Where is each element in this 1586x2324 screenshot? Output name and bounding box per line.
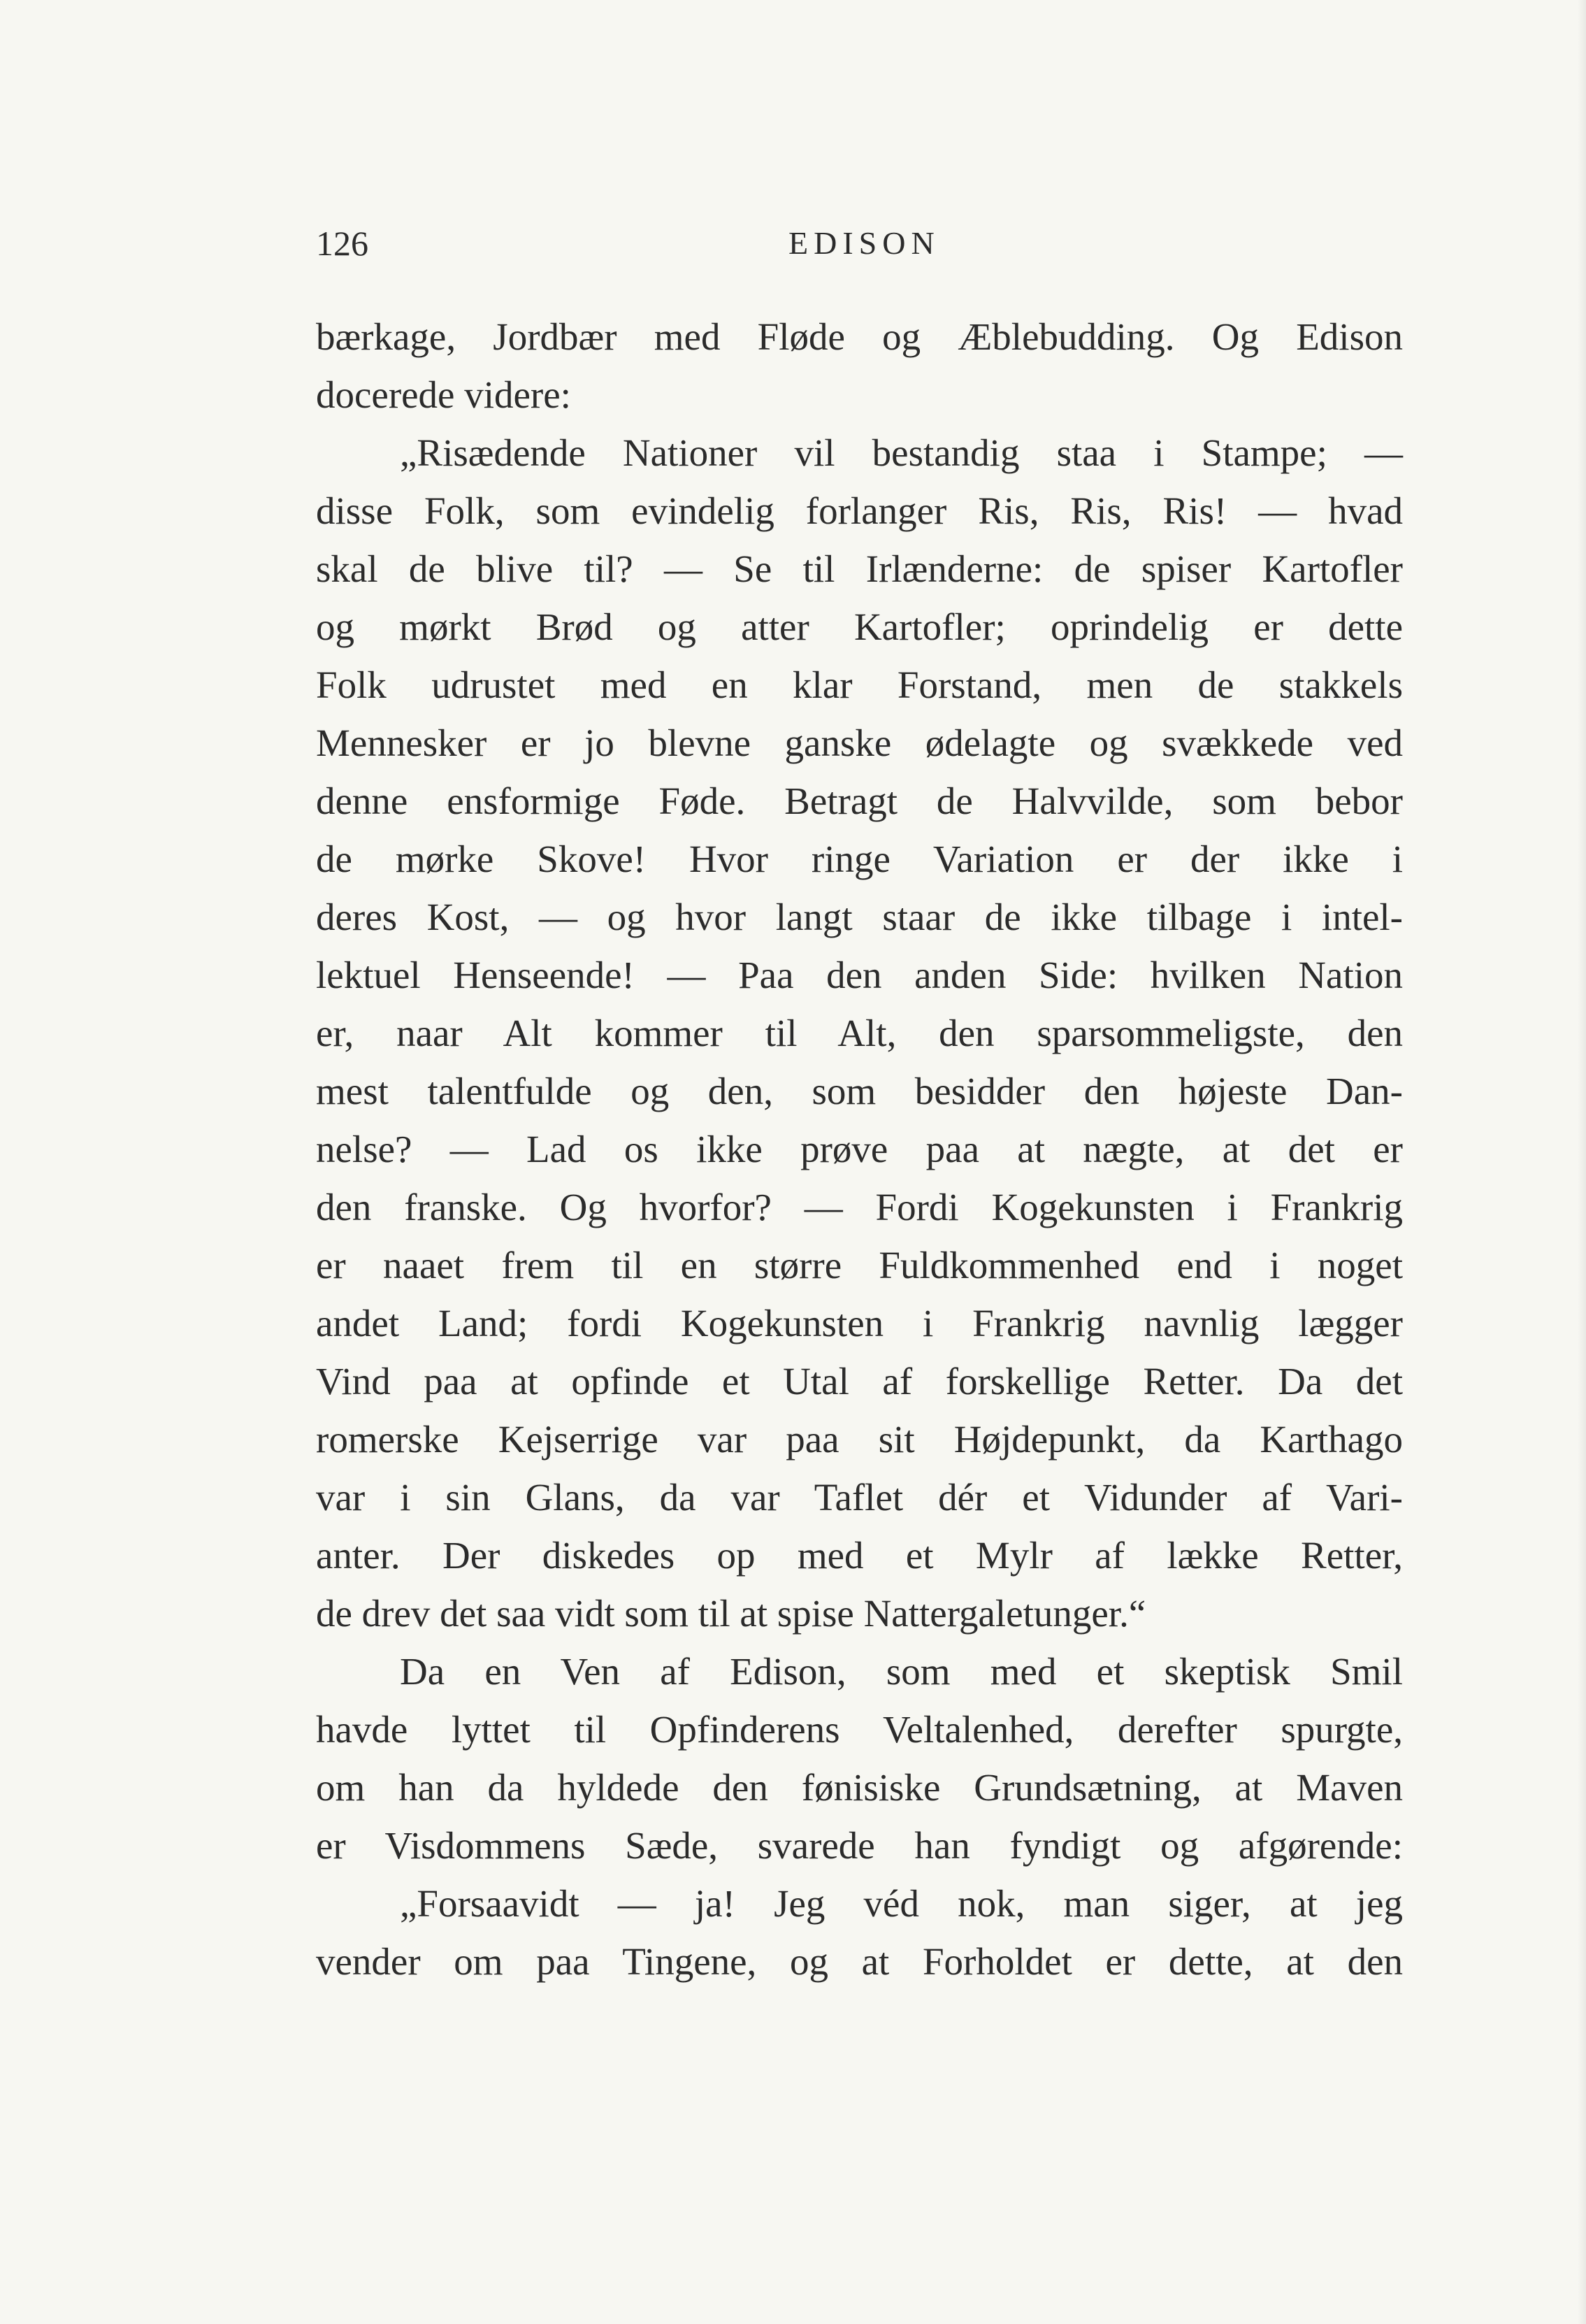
page-edge-shadow [1578,0,1586,2324]
text-line: om han da hyldede den fønisiske Grundsætning, at Maven [316,1766,1403,1809]
text-line: er Visdommens Sæde, svarede han fyndigt og afgørende: [316,1824,1403,1867]
text-line: nelse? — Lad os ikke prøve paa at nægte, at det er [316,1128,1403,1170]
text-line: anter. Der diskedes op med et Mylr af lække Retter, [316,1534,1403,1577]
text-line: romerske Kejserrige var paa sit Højdepunkt, da Karthago [316,1418,1403,1461]
text-line: „Forsaavidt — ja! Jeg véd nok, man siger, at jeg [400,1882,1403,1925]
text-line: lektuel Henseende! — Paa den anden Side: hvilken Nation [316,954,1403,996]
text-line: deres Kost, — og hvor langt staar de ikke tilbage i intel- [316,896,1403,938]
text-line: er, naar Alt kommer til Alt, den sparsommeligste, den [316,1012,1403,1054]
text-line: vender om paa Tingene, og at Forholdet er dette, at den [316,1940,1403,1983]
text-line: Folk udrustet med en klar Forstand, men de stakkels [316,664,1403,706]
text-line: „Risædende Nationer vil bestandig staa i Stampe; — [400,431,1403,474]
text-line: Mennesker er jo blevne ganske ødelagte og svækkede ved [316,722,1403,764]
text-line: var i sin Glans, da var Taflet dér et Vidunder af Vari- [316,1476,1403,1519]
text-line: de drev det saa vidt som til at spise Nattergaletunger.“ [316,1592,1146,1635]
body-text [316,308,1403,1991]
text-line: andet Land; fordi Kogekunsten i Frankrig navnlig lægger [316,1302,1403,1344]
text-line: er naaet frem til en større Fuldkommenhed end i noget [316,1244,1403,1286]
page-number: 126 [316,224,368,263]
text-line: denne ensformige Føde. Betragt de Halvvilde, som bebor [316,780,1403,822]
running-title: EDISON [788,225,940,261]
text-line: og mørkt Brød og atter Kartofler; oprindelig er dette [316,605,1403,648]
text-line: docerede videre: [316,373,571,416]
text-line: den franske. Og hvorfor? — Fordi Kogekunsten i Frankrig [316,1186,1403,1228]
text-line: skal de blive til? — Se til Irlænderne: de spiser Kartofler [316,547,1403,590]
text-line: de mørke Skove! Hvor ringe Variation er der ikke i [316,838,1403,880]
text-line: disse Folk, som evindelig forlanger Ris, Ris, Ris! — hvad [316,489,1403,532]
text-line: Da en Ven af Edison, som med et skeptisk Smil [400,1650,1403,1693]
text-line: Vind paa at opfinde et Utal af forskellige Retter. Da det [316,1360,1403,1403]
text-line: mest talentfulde og den, som besidder den højeste Dan- [316,1070,1403,1112]
running-head [316,222,1403,264]
text-line: bærkage, Jordbær med Fløde og Æblebudding. Og Edison [316,315,1403,358]
text-line: havde lyttet til Opfinderens Veltalenhed, derefter spurgte, [316,1708,1403,1751]
